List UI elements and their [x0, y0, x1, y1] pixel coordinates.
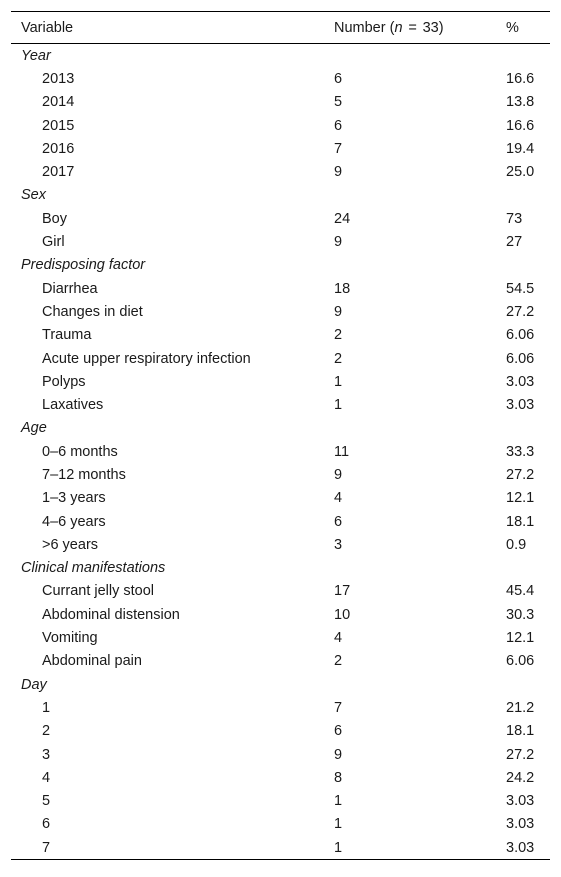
- cell-number: 11: [334, 443, 350, 460]
- table-row: [11, 347, 550, 370]
- cell-percent: 33.3: [506, 443, 535, 460]
- cell-number: 9: [334, 466, 343, 483]
- table-row: [11, 463, 550, 486]
- cell-variable: >6 years: [42, 536, 99, 553]
- table-row: [11, 137, 550, 160]
- group-row: [11, 44, 550, 68]
- table-body: [11, 44, 550, 860]
- table-row: [11, 440, 550, 463]
- cell-number: 4: [334, 630, 343, 647]
- header-variable: Variable: [21, 19, 74, 36]
- cell-percent: 16.6: [506, 117, 535, 134]
- cell-variable: Girl: [42, 234, 65, 251]
- cell-variable: Boy: [42, 210, 67, 227]
- cell-variable: Currant jelly stool: [42, 583, 155, 600]
- cell-number: 1: [334, 793, 343, 810]
- table-row: [11, 277, 550, 300]
- cell-percent: 73: [506, 210, 523, 227]
- cell-variable: 3: [42, 746, 51, 763]
- cell-number: 2: [334, 350, 343, 367]
- table-row: [11, 230, 550, 253]
- data-table: [11, 11, 550, 860]
- group-label: Year: [21, 47, 51, 64]
- cell-percent: 30.3: [506, 606, 535, 623]
- cell-variable: 0–6 months: [42, 443, 118, 460]
- cell-number: 10: [334, 606, 351, 623]
- cell-percent: 12.1: [506, 630, 535, 647]
- cell-number: 7: [334, 140, 343, 157]
- cell-number: 6: [334, 70, 343, 87]
- cell-percent: 16.6: [506, 70, 535, 87]
- cell-percent: 27.2: [506, 303, 535, 320]
- cell-number: 9: [334, 234, 343, 251]
- cell-percent: 27: [506, 234, 523, 251]
- table-row: [11, 207, 550, 230]
- header-row: [11, 12, 550, 44]
- cell-percent: 18.1: [506, 513, 535, 530]
- table-row: [11, 743, 550, 766]
- header-number-post: = 33): [402, 19, 444, 36]
- table-row: [11, 324, 550, 347]
- cell-percent: 27.2: [506, 466, 535, 483]
- cell-percent: 3.03: [506, 793, 535, 810]
- table-row: [11, 790, 550, 813]
- cell-variable: 2013: [42, 70, 75, 87]
- table-row: [11, 836, 550, 860]
- cell-variable: 7–12 months: [42, 466, 126, 483]
- cell-number: 9: [334, 303, 343, 320]
- table-row: [11, 533, 550, 556]
- cell-percent: 3.03: [506, 839, 535, 856]
- cell-percent: 12.1: [506, 490, 535, 507]
- table-row: [11, 114, 550, 137]
- table-row: [11, 510, 550, 533]
- cell-number: 6: [334, 723, 343, 740]
- cell-variable: 2017: [42, 164, 75, 181]
- header-number-pre: Number (: [334, 19, 395, 36]
- group-label: Day: [21, 676, 47, 693]
- cell-number: 6: [334, 513, 343, 530]
- cell-percent: 6.06: [506, 327, 535, 344]
- cell-variable: Changes in diet: [42, 303, 143, 320]
- table-row: [11, 766, 550, 789]
- cell-number: 9: [334, 746, 343, 763]
- cell-number: 1: [334, 373, 343, 390]
- group-label: Clinical manifestations: [21, 560, 166, 577]
- cell-percent: 18.1: [506, 723, 535, 740]
- cell-percent: 54.5: [506, 280, 535, 297]
- cell-percent: 27.2: [506, 746, 535, 763]
- cell-variable: 5: [42, 793, 51, 810]
- cell-variable: Abdominal distension: [42, 606, 180, 623]
- group-row: [11, 557, 550, 580]
- table-row: [11, 696, 550, 719]
- cell-percent: 6.06: [506, 653, 535, 670]
- cell-variable: 2015: [42, 117, 75, 134]
- group-label: Sex: [21, 187, 46, 204]
- cell-variable: 2014: [42, 94, 75, 111]
- group-row: [11, 417, 550, 440]
- cell-number: 2: [334, 327, 343, 344]
- table-row: [11, 720, 550, 743]
- table-row: [11, 603, 550, 626]
- cell-percent: 45.4: [506, 583, 535, 600]
- cell-percent: 3.03: [506, 816, 535, 833]
- cell-percent: 0.9: [506, 536, 527, 553]
- table-row: [11, 650, 550, 673]
- table-row: [11, 300, 550, 323]
- cell-number: 18: [334, 280, 351, 297]
- header-number-n: n: [394, 19, 403, 36]
- cell-number: 1: [334, 816, 343, 833]
- cell-percent: 3.03: [506, 373, 535, 390]
- table-row: [11, 626, 550, 649]
- group-row: [11, 254, 550, 277]
- cell-percent: 24.2: [506, 769, 535, 786]
- cell-number: 1: [334, 839, 343, 856]
- group-row: [11, 673, 550, 696]
- cell-variable: Trauma: [42, 327, 92, 344]
- cell-number: 1: [334, 397, 343, 414]
- header-percent: %: [506, 19, 519, 36]
- cell-number: 8: [334, 769, 343, 786]
- cell-variable: Diarrhea: [42, 280, 98, 297]
- cell-variable: Abdominal pain: [42, 653, 142, 670]
- cell-number: 9: [334, 164, 343, 181]
- cell-number: 7: [334, 699, 343, 716]
- cell-variable: Vomiting: [42, 630, 98, 647]
- group-row: [11, 184, 550, 207]
- cell-percent: 3.03: [506, 397, 535, 414]
- cell-variable: Polyps: [42, 373, 86, 390]
- group-label: Age: [21, 420, 47, 437]
- table-row: [11, 813, 550, 836]
- cell-variable: 2: [42, 723, 51, 740]
- table-row: [11, 487, 550, 510]
- cell-variable: 4–6 years: [42, 513, 106, 530]
- table-row: [11, 580, 550, 603]
- cell-percent: 6.06: [506, 350, 535, 367]
- cell-number: 4: [334, 490, 343, 507]
- cell-percent: 25.0: [506, 164, 535, 181]
- table-row: [11, 160, 550, 183]
- cell-percent: 13.8: [506, 94, 535, 111]
- data-table-container: [11, 11, 550, 860]
- cell-percent: 19.4: [506, 140, 535, 157]
- cell-variable: 1–3 years: [42, 490, 106, 507]
- cell-number: 17: [334, 583, 351, 600]
- cell-number: 5: [334, 94, 343, 111]
- cell-number: 6: [334, 117, 343, 134]
- table-row: [11, 393, 550, 416]
- cell-number: 2: [334, 653, 343, 670]
- header-number: [334, 12, 506, 44]
- table-row: [11, 370, 550, 393]
- cell-variable: 1: [42, 699, 51, 716]
- cell-number: 3: [334, 536, 343, 553]
- table-row: [11, 91, 550, 114]
- table-row: [11, 67, 550, 90]
- cell-variable: 7: [42, 839, 51, 856]
- cell-variable: 2016: [42, 140, 75, 157]
- cell-variable: Acute upper respiratory infection: [42, 350, 251, 367]
- cell-variable: 4: [42, 769, 51, 786]
- table-header: [11, 12, 550, 44]
- cell-variable: Laxatives: [42, 397, 104, 414]
- group-label: Predisposing factor: [21, 257, 146, 274]
- cell-number: 24: [334, 210, 351, 227]
- cell-percent: 21.2: [506, 699, 535, 716]
- cell-variable: 6: [42, 816, 51, 833]
